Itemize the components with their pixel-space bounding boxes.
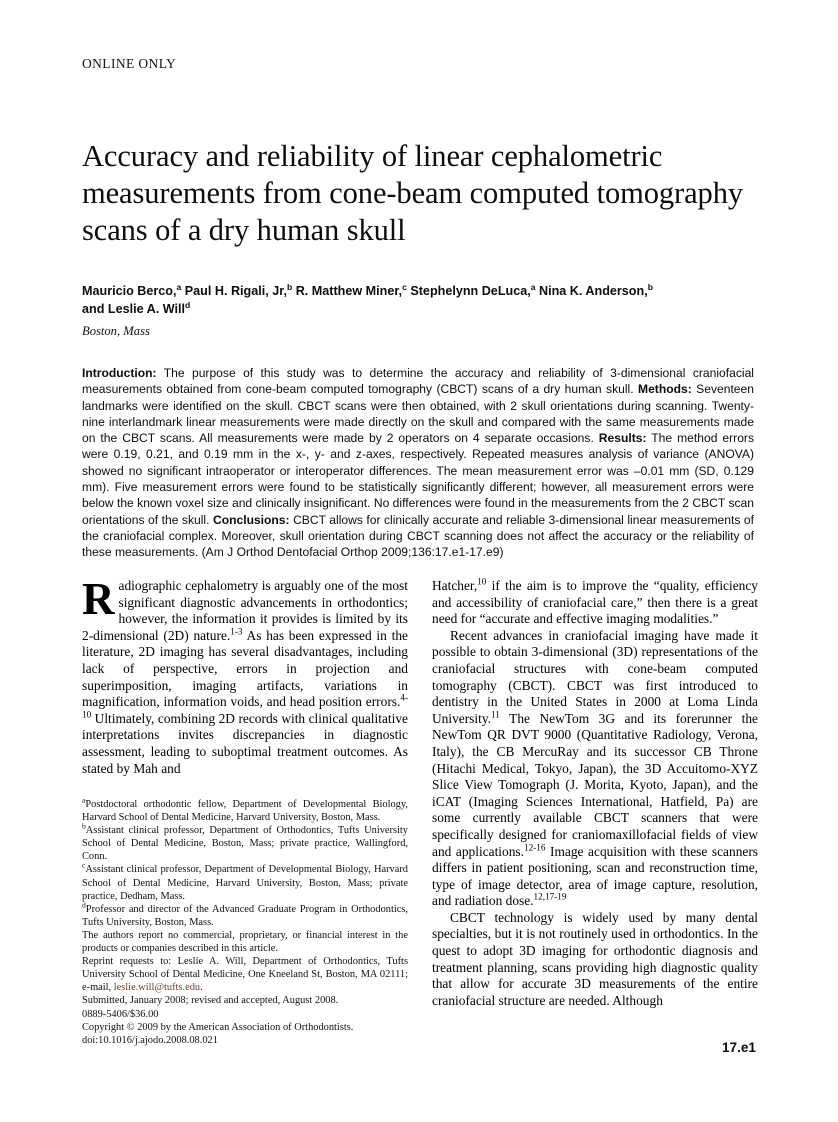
footnote-marker-a: a <box>82 795 86 805</box>
author-affil-marker-1: a <box>176 281 182 292</box>
abstract <box>82 365 754 561</box>
page-number: 17.e1 <box>721 1040 756 1055</box>
citation-ref-10: 10 <box>477 576 487 587</box>
footnote-issn: 0889-5406/$36.00 <box>82 1008 159 1020</box>
author-affil-marker-4: a <box>530 281 536 292</box>
body-text-3b: The NewTom 3G and its forerunner the NewTom QR DVT 9000 (Quantitative Radiology, Verona, Italy), the CB MercuRay and its successor CB Throne (Hitachi Medical, Tokyo, Japan), the 3D Accuitomo-XYZ Slice View Tomograph (J. Morita, Kyoto, Japan), and the iCAT (Imaging Sciences International, Hatfield, Pa) are some currently available CBCT scanners that were specifically designed for craniomaxillofacial fields of view and applications. <box>432 710 758 859</box>
body-paragraph-cbct-technology: CBCT technology is widely used by many dental specialties, but it is not routinely used in orthodontics. In the quest to adopt 3D imaging for orthodontic diagnosis and treatment planning, scans providing high diagnostic quality that allow for accurate 3D measurements of the entire craniofacial structure are needed. Although <box>432 909 758 1008</box>
abstract-text-conclusions: CBCT allows for clinically accurate and reliable 3-dimensional linear measurements of the craniofacial complex. Moreover, skull orientation during CBCT scanning does not affect the accuracy or the reliability of these measurements. (Am J Orthod Dentofacial Orthop 2009;136:17.e1-17.e9) <box>82 512 754 560</box>
author-name-1: Mauricio Berco, <box>82 284 177 298</box>
right-column <box>432 578 758 1009</box>
footnote-marker-c: c <box>82 861 86 870</box>
abstract-text-methods: Seventeen landmarks were identified on the skull. CBCT scans were then obtained, with 2 skull orientations during scanning. Twenty-nine interlandmark linear measurements were made directly on the skull and compared with the same measurements made on the CBCT scans. All measurements were made by 2 operators on 4 separate occasions. <box>82 382 754 446</box>
author-name-6: and Leslie A. Will <box>82 301 185 316</box>
body-text-2b: if the aim is to improve the “quality, efficiency and accessibility of craniofacial care,” then there is a great need for “accurate and effective imaging modalities.” <box>432 578 758 627</box>
author-name-2: Paul H. Rigali, Jr, <box>181 284 287 298</box>
footnote-d <box>82 900 408 929</box>
author-name-3: R. Matthew Miner, <box>292 284 403 298</box>
author-name-4: Stephelynn DeLuca, <box>406 284 531 298</box>
footnote-reprint-requests <box>82 955 408 994</box>
abstract-label-introduction: Introduction: <box>82 366 157 380</box>
footnote-copyright: Copyright © 2009 by the American Association of Orthodontists. <box>82 1021 354 1033</box>
footnote-marker-b: b <box>82 821 86 831</box>
author-affil-marker-3: c <box>402 281 407 292</box>
citation-ref-12-17-19: 12,17-19 <box>533 891 567 902</box>
citation-ref-4-10: 4-10 <box>82 692 408 720</box>
author-name-5: Nina K. Anderson, <box>535 284 648 298</box>
body-paragraph-intro <box>82 574 408 777</box>
citation-ref-12-16: 12-16 <box>523 842 546 853</box>
footnote-a <box>82 795 408 824</box>
author-affil-marker-2: b <box>286 281 293 292</box>
footnote-text-b: Assistant clinical professor, Department of Orthodontics, Tufts University School of Dental Medicine, Boston, Mass; private practice, Wallingford, Conn. <box>82 825 408 863</box>
abstract-text-results: The method errors were 0.19, 0.21, and 0.19 mm in the x-, y- and z-axes, respectively. Repeated measures analysis of variance (ANOVA) showed no significant intraoperator or interoperator differences. The mean measurement error was –0.01 mm (SD, 0.129 mm). Five measurement errors were found to be statistically significantly different; however, all measurement errors were below the known voxel size and clinically insignificant. No differences were found in the measurements from the 2 CBCT scan orientations of the skull. <box>82 431 754 527</box>
footnote-disclosure: The authors report no commercial, proprietary, or financial interest in the products or companies described in this article. <box>82 929 408 955</box>
online-only-label: ONLINE ONLY <box>82 56 177 71</box>
abstract-label-conclusions: Conclusions: <box>212 512 290 527</box>
body-paragraph-hatcher <box>432 578 758 628</box>
abstract-label-methods: Methods: <box>638 382 692 397</box>
body-text-1b: As has been expressed in the literature, 2D imaging has several disadvantages, including lack of perspective, errors in projection and superimposition, imaging artifacts, variations in magnification, information voids, and head position errors. <box>82 627 408 710</box>
body-paragraph-recent-advances <box>432 628 758 910</box>
footnote-submitted-dates: Submitted, January 2008; revised and accepted, August 2008. <box>82 995 339 1007</box>
reprint-text: Reprint requests to: Leslie A. Will, Department of Orthodontics, Tufts University School of Dental Medicine, One Kneeland St, Boston, MA 02111; e-mail, <box>82 956 408 994</box>
citation-ref-11: 11 <box>491 709 500 720</box>
author-list <box>82 283 754 318</box>
footnote-text-d: Professor and director of the Advanced Graduate Program in Orthodontics, Tufts University, Boston, Mass. <box>82 903 408 928</box>
body-text-2a: Hatcher, <box>432 578 478 593</box>
body-text-3a: Recent advances in craniofacial imaging have made it possible to obtain 3-dimensional (3D) representations of the craniofacial structures with cone-beam computed tomography (CBCT). CBCT was first introduced to dentistry in the United States in 2000 at Loma Linda University. <box>432 627 758 726</box>
author-affil-marker-5: b <box>647 281 653 292</box>
article-header-block <box>82 56 756 561</box>
affiliation-city: Boston, Mass <box>82 324 150 338</box>
footnote-marker-d: d <box>82 900 86 910</box>
email-link[interactable]: leslie.will@tufts.edu <box>113 982 201 994</box>
footnote-text-a: Postdoctoral orthodontic fellow, Department of Developmental Biology, Harvard School of Dental Medicine, Harvard University, Boston, Mass. <box>82 799 408 824</box>
abstract-text-introduction: The purpose of this study was to determine the accuracy and reliability of 3-dimensional craniofacial measurements obtained from cone-beam computed tomography (CBCT) scans of a dry human skull. <box>82 366 754 397</box>
footnote-b <box>82 821 408 863</box>
citation-ref-1-3: 1-3 <box>230 626 243 637</box>
body-text-3c: Image acquisition with these scanners differs in patient positioning, scan and reconstruction time, type of image detector, area of image capture, resolution, and radiation dose. <box>432 843 758 909</box>
body-text-1c: Ultimately, combining 2D records with clinical qualitative interpretations invites discrepancies in diagnostic assessment, leading to suboptimal treatment outcomes. As stated by Mah and <box>82 710 408 776</box>
reprint-text-end: . <box>200 982 203 994</box>
footnote-c <box>82 863 408 902</box>
page-title: Accuracy and reliability of linear cephalometric measurements from cone-beam computed tomography scans of a dry human skull <box>82 139 743 247</box>
body-text-1a: adiographic cephalometry is arguably one of the most significant diagnostic advancements in orthodontics; however, the information it provides is limited by its 2-dimensional (2D) nature. <box>82 578 408 643</box>
author-affil-marker-6: d <box>185 299 191 310</box>
abstract-label-results: Results: <box>598 431 647 446</box>
footnote-doi: doi:10.1016/j.ajodo.2008.08.021 <box>82 1034 218 1046</box>
drop-cap: R <box>82 574 115 624</box>
footnotes-block <box>82 795 408 1047</box>
footnote-text-c: Assistant clinical professor, Department of Developmental Biology, Harvard School of Dental Medicine, Harvard University, Boston, Mass; private practice, Dedham, Mass. <box>82 864 408 902</box>
